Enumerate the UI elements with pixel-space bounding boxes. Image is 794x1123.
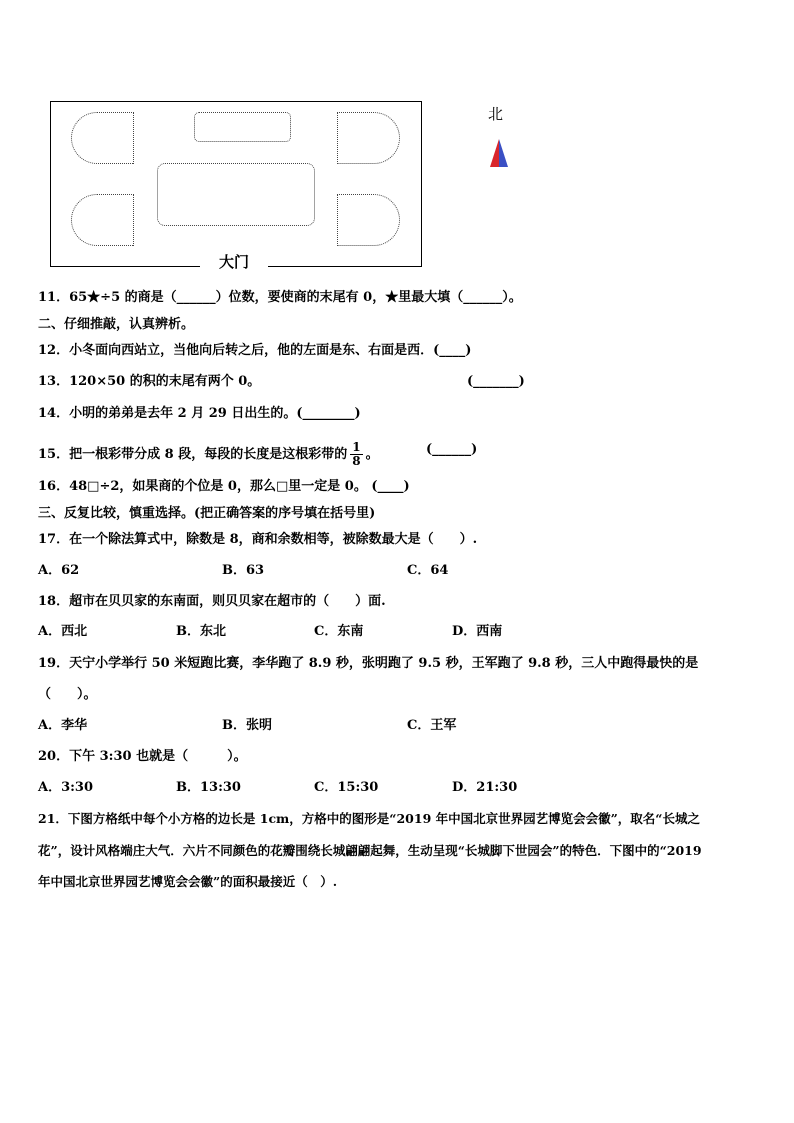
fraction	[350, 441, 362, 468]
question-15-blank: (______)	[426, 442, 478, 457]
q19-option-c: C．王军	[407, 718, 457, 733]
q18-option-c: C．东南	[314, 624, 364, 639]
north-label: 北	[488, 105, 504, 123]
q20-option-c: C．15:30	[314, 780, 379, 795]
map-area-top-right	[337, 112, 400, 164]
fraction-numerator: 1	[352, 440, 361, 454]
q19-option-a: A．李华	[38, 718, 88, 733]
section-3-heading: 三、反复比较，慎重选择。(把正确答案的序号填在括号里)	[38, 506, 376, 521]
q20-option-a: A．3:30	[38, 780, 94, 795]
map-area-top-center	[194, 112, 291, 142]
question-15-period: 。	[365, 447, 379, 462]
q20-option-b: B．13:30	[176, 780, 241, 795]
question-18: 18．超市在贝贝家的东南面，则贝贝家在超市的（ ）面.	[38, 594, 386, 609]
question-21-line-2: 花”，设计风格端庄大气．六片不同颜色的花瓣围绕长城翩翩起舞，生动呈现“长城脚下世园会”的特色．下图中的“2019	[38, 843, 702, 858]
north-arrow-icon	[488, 137, 510, 169]
q18-option-b: B．东北	[176, 624, 226, 639]
map-area-bottom-right	[337, 194, 400, 246]
q20-option-d: D．21:30	[452, 780, 518, 795]
question-11: 11．65★÷5 的商是（______）位数，要使商的末尾有 0，★里最大填（______）。	[38, 290, 522, 305]
map-area-top-left	[71, 112, 134, 164]
question-20: 20．下午 3:30 也就是（ ）。	[38, 749, 247, 764]
q17-option-b: B．63	[222, 563, 265, 578]
q18-option-a: A．西北	[38, 624, 88, 639]
question-16: 16．48□÷2，如果商的个位是 0，那么□里一定是 0。 (____)	[38, 479, 410, 494]
question-21-line-1: 21．下图方格纸中每个小方格的边长是 1cm，方格中的图形是“2019 年中国北京世界园艺博览会会徽”，取名“长城之	[38, 811, 700, 826]
map-area-center	[157, 163, 315, 226]
question-14: 14．小明的弟弟是去年 2 月 29 日出生的。(________)	[38, 406, 361, 421]
map-area-bottom-left	[71, 194, 134, 246]
question-15	[38, 441, 379, 468]
question-12: 12．小冬面向西站立，当他向后转之后，他的左面是东、右面是西．(____)	[38, 343, 472, 358]
q18-option-d: D．西南	[452, 624, 503, 639]
question-17: 17．在一个除法算式中，除数是 8，商和余数相等，被除数最大是（ ）.	[38, 532, 478, 547]
question-13-blank: (_______)	[467, 374, 525, 389]
question-19: 19．天宁小学举行 50 米短跑比赛，李华跑了 8.9 秒，张明跑了 9.5 秒，王军跑了 9.8 秒，三人中跑得最快的是	[38, 656, 699, 671]
q17-option-c: C．64	[407, 563, 449, 578]
question-19-blank: （ ）。	[38, 687, 97, 702]
fraction-denominator: 8	[352, 454, 361, 468]
question-21-line-3: 年中国北京世界园艺博览会会徽”的面积最接近（ ）.	[38, 874, 338, 889]
section-2-heading: 二、仔细推敲，认真辨析。	[38, 317, 195, 332]
q19-option-b: B．张明	[222, 718, 272, 733]
gate-label: 大门	[208, 252, 260, 272]
question-15-text: 15．把一根彩带分成 8 段，每段的长度是这根彩带的	[38, 447, 348, 462]
campus-map	[50, 101, 422, 267]
q17-option-a: A．62	[38, 563, 80, 578]
question-13: 13．120×50 的积的末尾有两个 0。	[38, 374, 261, 389]
